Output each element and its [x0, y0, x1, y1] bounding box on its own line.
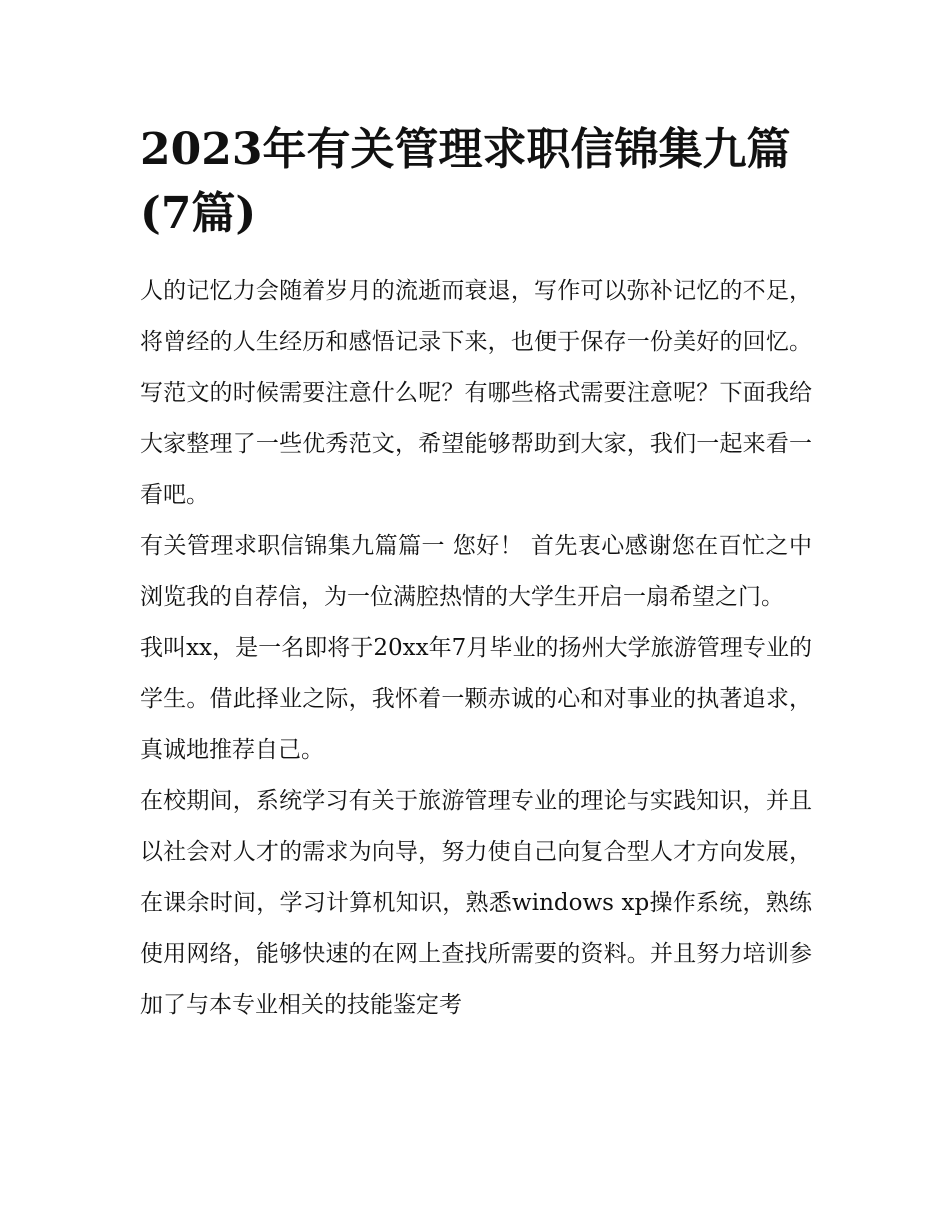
paragraph-intro: 人的记忆力会随着岁月的流逝而衰退，写作可以弥补记忆的不足，将曾经的人生经历和感悟记录下来，也便于保存一份美好的回忆。写范文的时候需要注意什么呢？有哪些格式需要注意呢？下面我给大家整理了一些优秀范文，希望能够帮助到大家，我们一起来看一看吧。 [140, 278, 812, 508]
paragraph-greeting: 有关管理求职信锦集九篇篇一 您好！ 首先衷心感谢您在百忙之中浏览我的自荐信，为一位满腔热情的大学生开启一扇希望之门。 [140, 533, 812, 610]
document-title: 2023年有关管理求职信锦集九篇(7篇) [140, 124, 791, 239]
document-page [140, 118, 812, 1031]
paragraph-study: 在校期间，系统学习有关于旅游管理专业的理论与实践知识，并且以社会对人才的需求为向导，努力使自己向复合型人才方向发展，在课余时间，学习计算机知识，熟悉windows xp操作系统，熟练使用网络，能够快速的在网上查找所需要的资料。并且努力培训参加了与本专业相关的技能鉴定考 [140, 788, 812, 1018]
document-body [140, 266, 812, 1031]
paragraph-self-intro: 我叫xx，是一名即将于20xx年7月毕业的扬州大学旅游管理专业的学生。借此择业之际，我怀着一颗赤诚的心和对事业的执著追求，真诚地推荐自己。 [140, 635, 812, 763]
